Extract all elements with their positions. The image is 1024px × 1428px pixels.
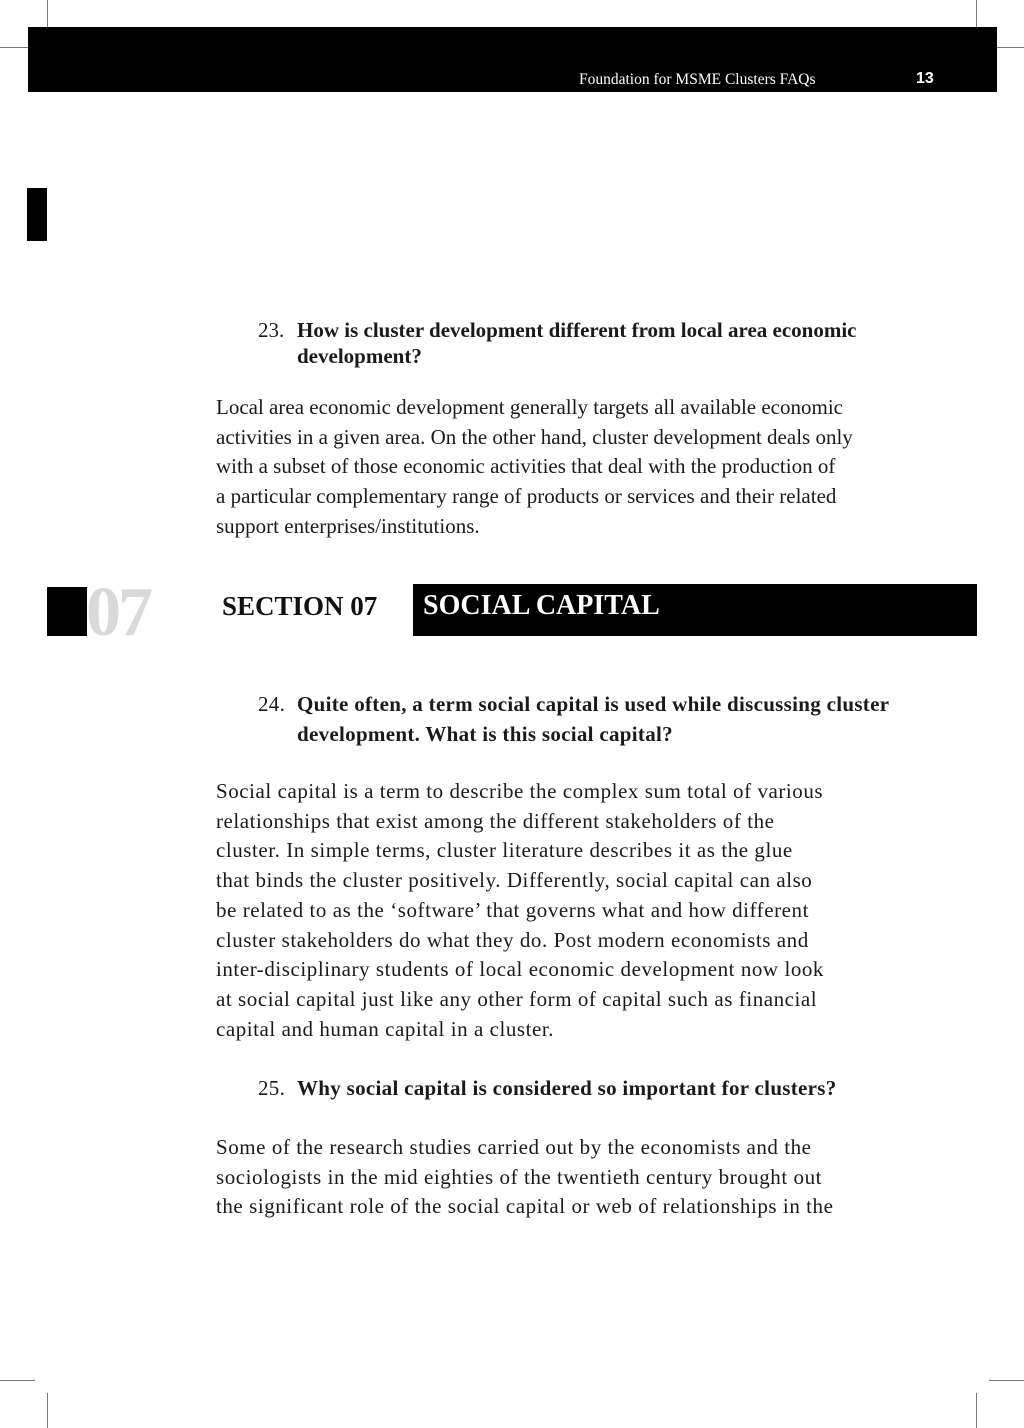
answer-line: support enterprises/institutions. <box>216 513 480 538</box>
section-number: 07 <box>86 574 150 651</box>
crop-mark <box>989 1380 1024 1381</box>
crop-mark <box>0 1380 35 1381</box>
answer-line: cluster stakeholders do what they do. Post modern economists and <box>216 927 809 952</box>
answer-line: that binds the cluster positively. Differently, social capital can also <box>216 868 813 893</box>
answer-line: the significant role of the social capital or web of relationships in the <box>216 1194 834 1219</box>
crop-mark <box>47 1393 48 1428</box>
answer-line: be related to as the ‘software’ that governs what and how different <box>216 897 809 922</box>
question-text: Why social capital is considered so important for clusters? <box>297 1076 837 1100</box>
header-title: Foundation for MSME Clusters FAQs <box>579 71 816 88</box>
section-label: SECTION 07 <box>222 591 378 621</box>
section-title: SOCIAL CAPITAL <box>423 590 660 621</box>
section-title-bar <box>413 584 977 636</box>
answer-23 <box>216 393 946 542</box>
answer-line: at social capital just like any other form of capital such as financial <box>216 986 818 1011</box>
side-tab-marker <box>27 188 47 241</box>
answer-line: Local area economic development generally targets all available economic <box>216 395 843 419</box>
answer-line: with a subset of those economic activities that deal with the production of <box>216 454 836 479</box>
question-text: Quite often, a term social capital is used while discussing cluster development. What is this social capital? <box>297 692 889 746</box>
answer-line: Social capital is a term to describe the complex sum total of various <box>216 779 824 803</box>
answer-line: relationships that exist among the different stakeholders of the <box>216 808 775 833</box>
answer-24 <box>216 777 946 1044</box>
question-number: 25. <box>258 1076 286 1100</box>
answer-line: cluster. In simple terms, cluster literature describes it as the glue <box>216 838 793 863</box>
question-text: How is cluster development different from local area economic development? <box>297 318 857 368</box>
question-25 <box>258 1075 938 1101</box>
question-number: 24. <box>258 692 286 716</box>
answer-line: sociologists in the mid eighties of the twentieth century brought out <box>216 1164 823 1189</box>
page-number: 13 <box>916 70 934 87</box>
question-24 <box>258 689 938 749</box>
answer-25 <box>216 1133 946 1222</box>
crop-mark <box>976 1393 977 1428</box>
header-bar <box>28 27 997 92</box>
answer-line: capital and human capital in a cluster. <box>216 1016 555 1041</box>
question-number: 23. <box>258 318 285 342</box>
answer-line: Some of the research studies carried out by the economists and the <box>216 1135 812 1159</box>
section-marker <box>47 587 87 636</box>
question-23 <box>258 317 938 369</box>
answer-line: a particular complementary range of products or services and their related <box>216 484 837 509</box>
answer-line: activities in a given area. On the other hand, cluster development deals only <box>216 424 853 449</box>
answer-line: inter-disciplinary students of local economic development now look <box>216 957 824 982</box>
